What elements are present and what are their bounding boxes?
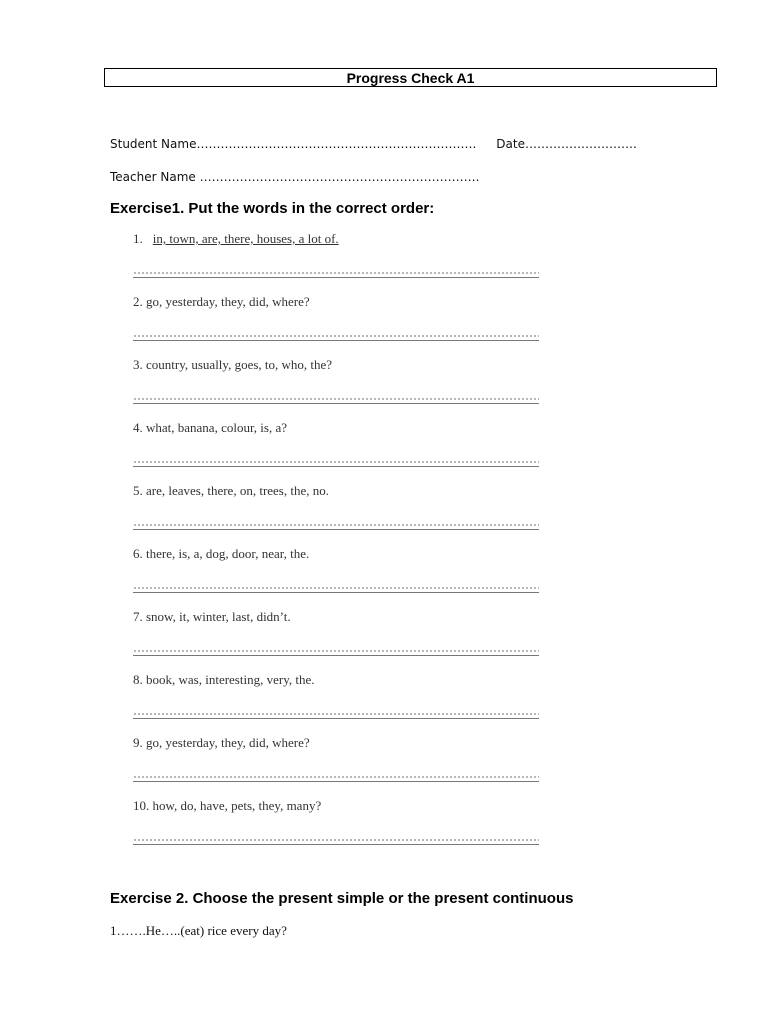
item-prompt: 8. book, was, interesting, very, the. [133, 672, 315, 687]
exercise1-list [133, 231, 553, 861]
item-prompt: 7. snow, it, winter, last, didn’t. [133, 609, 291, 624]
exercise2-item: 1…….He…..(eat) rice every day? [110, 923, 287, 938]
item-prompt [133, 231, 339, 247]
item-prompt: 9. go, yesterday, they, did, where? [133, 735, 310, 750]
student-name-field: Student Name……………………………………………………………. [110, 137, 477, 151]
answer-line[interactable] [133, 769, 539, 782]
answer-line[interactable] [133, 832, 539, 845]
student-info-row [110, 137, 637, 151]
teacher-name-field: Teacher Name ……………………………………………………………. [110, 170, 480, 184]
exercise2-heading: Exercise 2. Choose the present simple or the present continuous [110, 890, 574, 907]
list-item [133, 609, 553, 672]
item-prompt: 2. go, yesterday, they, did, where? [133, 294, 310, 309]
list-item [133, 357, 553, 420]
answer-line[interactable] [133, 328, 539, 341]
item-words: in, town, are, there, houses, a lot of. [152, 231, 339, 246]
item-prompt: 5. are, leaves, there, on, trees, the, no. [133, 483, 330, 498]
answer-line[interactable] [133, 643, 539, 656]
item-number: 1. [133, 231, 143, 246]
page-title: Progress Check A1 [104, 68, 717, 87]
list-item [133, 294, 553, 357]
answer-line[interactable] [133, 517, 539, 530]
item-prompt: 6. there, is, a, dog, door, near, the. [133, 546, 310, 561]
list-item [133, 420, 553, 483]
list-item [133, 483, 553, 546]
exercise1-heading: Exercise1. Put the words in the correct order: [110, 200, 435, 217]
date-field: Date………………………. [496, 137, 637, 151]
list-item [133, 735, 553, 798]
item-prompt: 3. country, usually, goes, to, who, the? [133, 357, 333, 372]
answer-line[interactable] [133, 706, 539, 719]
item-prompt: 10. how, do, have, pets, they, many? [133, 798, 322, 813]
answer-line[interactable] [133, 454, 539, 467]
answer-line[interactable] [133, 580, 539, 593]
list-item [133, 231, 553, 294]
item-prompt: 4. what, banana, colour, is, a? [133, 420, 287, 435]
answer-line[interactable] [133, 391, 539, 404]
list-item [133, 546, 553, 609]
list-item [133, 672, 553, 735]
answer-line[interactable] [133, 265, 539, 278]
list-item [133, 798, 553, 861]
